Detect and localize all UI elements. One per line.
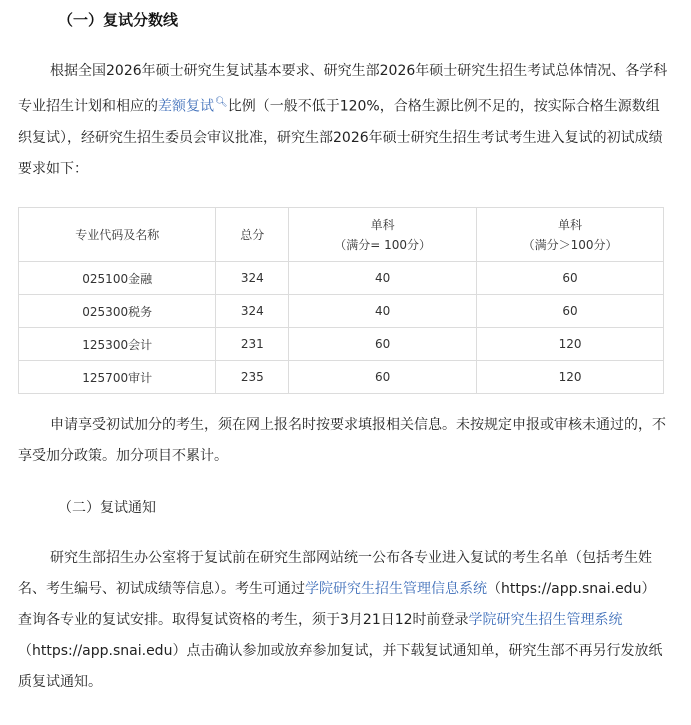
intro-paragraph [18,56,668,185]
header-single-over100-sub: （满分＞100分） [522,237,618,252]
table-row [19,328,664,361]
search-icon[interactable]: 🔍︎ [215,97,228,108]
score-table [18,207,664,394]
intro-text-before: 根据全国2026年硕士研究生复试基本要求、研究生部2026年硕士研究生招生考试总体情况、各学科专业招生计划和相应的 [18,63,668,115]
table-row [19,262,664,295]
section-title-retest-notice: （二）复试通知 [58,500,156,516]
cell-single-100: 60 [289,361,477,394]
bonus-note-paragraph [18,410,668,472]
cell-single-over100: 60 [477,262,664,295]
table-row [19,295,664,328]
intro-text-after: 比例（一般不低于120%，合格生源比例不足的，按实际合格生源数组织复试），经研究生招生委员会审议批准，研究生部2026年硕士研究生招生考试考生进入复试的初试成绩要求如下： [18,98,663,177]
header-single-over100 [477,208,664,262]
header-major: 专业代码及名称 [19,208,216,262]
notice-text-1: 研究生部招生办公室将于复试前在研究生部网站统一公布各专业进入复试的考生名单（包括考生姓名、考生编号、初试成绩等信息）。考生可通过 [18,550,652,597]
cell-single-over100: 120 [477,361,664,394]
cell-total: 324 [216,262,289,295]
bonus-note-text: 申请享受初试加分的考生，须在网上报名时按要求填报相关信息。未按规定申报或审核未通过的，不享受加分政策。加分项目不累计。 [18,417,666,464]
differential-retest-link[interactable]: 差额复试 [158,98,214,115]
cell-total: 231 [216,328,289,361]
cell-single-100: 40 [289,262,477,295]
table-header-row [19,208,664,262]
header-single-over100-title: 单科 [558,217,583,232]
header-single-100-title: 单科 [370,217,395,232]
section-title-retest-score: （一）复试分数线 [58,11,179,29]
table-row [19,361,664,394]
cell-major: 125700审计 [19,361,216,394]
header-total: 总分 [216,208,289,262]
cell-major: 125300会计 [19,328,216,361]
cell-major: 025100金融 [19,262,216,295]
admission-info-system-link[interactable]: 学院研究生招生管理信息系统 [305,581,487,597]
notice-paragraph [18,543,668,698]
cell-total: 324 [216,295,289,328]
notice-text-3: （https://app.snai.edu）点击确认参加或放弃参加复试，并下载复试通知单，研究生部不再另行发放纸质复试通知。 [18,643,663,690]
header-single-100-sub: （满分= 100分） [334,237,432,252]
cell-single-100: 60 [289,328,477,361]
cell-single-over100: 120 [477,328,664,361]
cell-single-100: 40 [289,295,477,328]
header-single-100 [289,208,477,262]
notice-text-2: （https://app.snai.edu）查询各专业的复试安排。取得复试资格的考生，须于3月21日12时前登录 [18,581,656,628]
cell-major: 025300税务 [19,295,216,328]
cell-single-over100: 60 [477,295,664,328]
admission-system-link[interactable]: 学院研究生招生管理系统 [468,612,623,628]
cell-total: 235 [216,361,289,394]
